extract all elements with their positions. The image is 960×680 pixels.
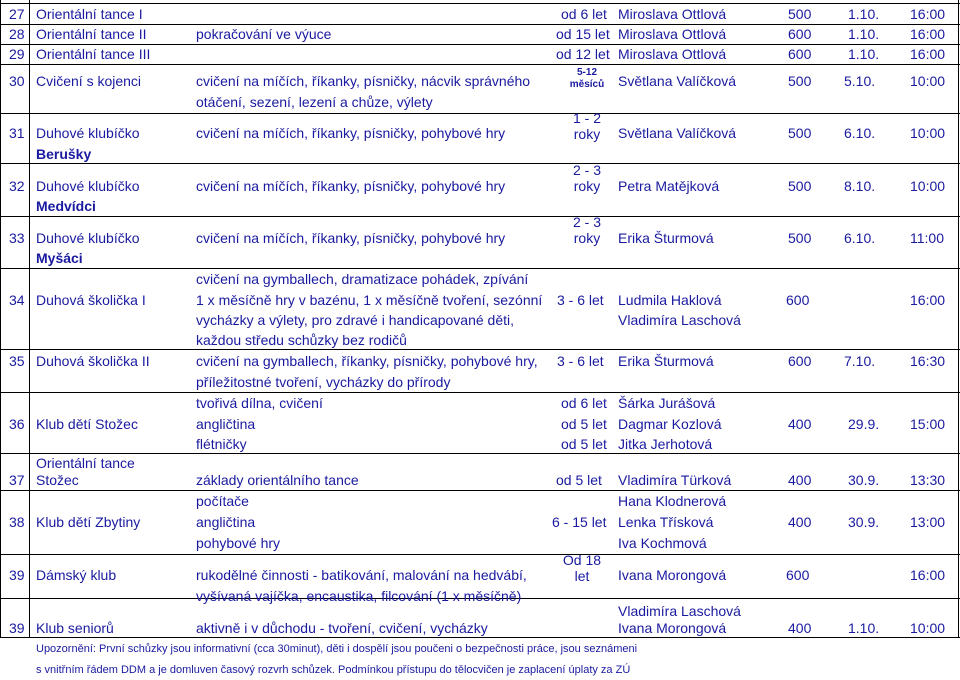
column-divider — [0, 0, 1, 638]
leader-name: Vladimíra Laschová — [618, 312, 741, 328]
start-date: 8.10. — [844, 178, 876, 194]
row-divider — [0, 453, 960, 454]
price: 400 — [788, 472, 812, 488]
start-time: 13:30 — [910, 472, 946, 488]
row-divider — [0, 490, 960, 491]
age-group: 5-12 — [576, 67, 597, 78]
activity-description: pokračování ve výuce — [196, 26, 332, 42]
start-time: 11:00 — [910, 230, 944, 246]
leader-name: Petra Matějková — [618, 178, 720, 194]
age-group: od 5 let — [561, 436, 607, 452]
row-number: 32 — [9, 178, 25, 194]
row-divider — [0, 216, 960, 217]
activity-description: vycházky a výlety, pro zdravé i handicapované děti, — [196, 312, 515, 328]
age-group: 3 - 6 let — [557, 292, 604, 308]
start-date: 30.9. — [848, 514, 880, 530]
row-number: 39 — [9, 567, 25, 583]
start-time: 10:00 — [910, 73, 946, 89]
start-time: 10:00 — [910, 620, 946, 636]
price: 400 — [788, 620, 812, 636]
price: 500 — [788, 73, 812, 89]
activity-description: základy orientálního tance — [196, 472, 359, 488]
leader-name: Světlana Valíčková — [618, 73, 737, 89]
start-date: 1.10. — [848, 46, 880, 62]
age-group: od 12 let — [556, 46, 610, 62]
start-time: 16:00 — [910, 46, 946, 62]
group-name: Berušky — [36, 146, 92, 162]
leader-name: Erika Šturmová — [618, 353, 714, 369]
age-group: 3 - 6 let — [557, 353, 604, 369]
leader-name: Iva Kochmová — [618, 535, 707, 551]
activity-name: Cvičení s kojenci — [36, 73, 142, 89]
row-number: 39 — [9, 620, 25, 636]
row-divider — [0, 637, 960, 638]
start-date: 1.10. — [848, 6, 880, 22]
activity-description: příležitostné tvoření, vycházky do přírody — [196, 374, 451, 390]
row-divider — [0, 113, 960, 114]
start-time: 15:00 — [910, 416, 946, 432]
age-group: měsíců — [569, 79, 605, 90]
price: 500 — [788, 178, 812, 194]
leader-name: Šárka Jurášová — [618, 395, 716, 411]
notice-line: Upozornění: První schůzky jsou informativní (cca 30minut), děti i dospělí jsou poučeni o bezpečnosti práce, jsou seznámeni — [36, 643, 638, 655]
activity-name: Duhová školička II — [36, 353, 150, 369]
row-number: 31 — [9, 125, 25, 141]
activity-name: Duhová školička I — [36, 292, 146, 308]
start-date: 6.10. — [844, 230, 876, 246]
activity-description: cvičení na míčích, říkanky, písničky, pohybové hry — [196, 125, 506, 141]
leader-name: Lenka Třísková — [618, 514, 714, 530]
activity-description: cvičení na gymballech, dramatizace pohádek, zpívání — [196, 271, 529, 287]
activity-name: Duhové klubíčko — [36, 125, 140, 141]
activity-description: počítače — [196, 493, 249, 509]
row-divider — [0, 64, 960, 65]
row-number: 29 — [9, 46, 25, 62]
activity-description: angličtina — [196, 416, 256, 432]
start-date: 30.9. — [848, 472, 880, 488]
price: 600 — [786, 567, 810, 583]
activity-name: Klub dětí Zbytiny — [36, 514, 141, 530]
start-date: 6.10. — [844, 125, 876, 141]
price: 400 — [788, 416, 812, 432]
start-time: 10:00 — [910, 178, 946, 194]
row-divider — [0, 44, 960, 45]
leader-name: Jitka Jerhotová — [618, 436, 713, 452]
start-time: 16:00 — [910, 567, 946, 583]
start-time: 16:30 — [910, 353, 946, 369]
leader-name: Ivana Morongová — [618, 620, 727, 636]
price: 400 — [788, 514, 812, 530]
activity-name: Dámský klub — [36, 567, 117, 583]
activity-description: tvořivá dílna, cvičení — [196, 395, 323, 411]
activity-description: vyšívaná vajíčka, encaustika, filcování (1 x měsíčně) — [196, 588, 522, 604]
row-number: 33 — [9, 230, 25, 246]
age-group: roky — [573, 230, 601, 246]
row-number: 37 — [9, 472, 25, 488]
age-group: od 5 let — [556, 472, 602, 488]
row-divider — [0, 3, 960, 4]
start-time: 10:00 — [910, 125, 946, 141]
activity-description: aktivně i v důchodu - tvoření, cvičení, vycházky — [196, 620, 488, 636]
activity-description: rukodělné činnosti - batikování, malování na hedvábí, — [196, 567, 527, 583]
start-time: 16:00 — [910, 6, 946, 22]
price: 600 — [788, 353, 812, 369]
start-date: 7.10. — [844, 353, 876, 369]
activity-name: Duhové klubíčko — [36, 178, 140, 194]
age-group: roky — [573, 126, 601, 142]
activity-name: Klub dětí Stožec — [36, 416, 138, 432]
age-group: 1 - 2 — [572, 110, 601, 126]
start-date: 29.9. — [848, 416, 880, 432]
age-group: od 6 let — [561, 6, 607, 22]
age-group: 2 - 3 — [572, 162, 601, 178]
price: 500 — [788, 6, 812, 22]
age-group: od 15 let — [556, 26, 610, 42]
age-group: 6 - 15 let — [552, 514, 607, 530]
activity-description: pohybové hry — [196, 535, 281, 551]
activity-description: flétničky — [196, 436, 247, 452]
row-divider — [0, 24, 960, 25]
age-group: let — [574, 568, 590, 584]
age-group: roky — [573, 178, 601, 194]
price: 600 — [786, 292, 810, 308]
column-divider — [29, 0, 30, 638]
price: 500 — [788, 125, 812, 141]
row-divider — [0, 392, 960, 393]
activity-description: cvičení na míčích, říkanky, písničky, pohybové hry — [196, 230, 506, 246]
row-divider — [0, 163, 960, 164]
price: 600 — [788, 46, 812, 62]
row-number: 30 — [9, 73, 25, 89]
row-divider — [0, 349, 960, 350]
activity-name: Stožec — [36, 472, 79, 488]
leader-name: Dagmar Kozlová — [618, 416, 722, 432]
activity-description: cvičení na gymballech, říkanky, písničky, pohybové hry, — [196, 353, 538, 369]
leader-name: Světlana Valíčková — [618, 125, 737, 141]
age-group: od 5 let — [561, 416, 607, 432]
start-time: 13:00 — [910, 514, 946, 530]
group-name: Myšáci — [36, 250, 83, 266]
leader-name: Miroslava Ottlová — [618, 6, 727, 22]
activity-name: Orientální tance — [36, 455, 135, 471]
activity-name: Orientální tance II — [36, 26, 147, 42]
column-divider — [958, 0, 959, 638]
start-date: 5.10. — [844, 73, 876, 89]
leader-name: Vladimíra Türková — [618, 472, 732, 488]
leader-name: Miroslava Ottlová — [618, 46, 727, 62]
row-divider — [0, 268, 960, 269]
row-number: 27 — [9, 6, 25, 22]
activity-description: cvičení na míčích, říkanky, písničky, pohybové hry — [196, 178, 506, 194]
notice-line: s vnitřním řádem DDM a je domluven časový rozvrh schůzek. Podmínkou přístupu do tělocvičen je zaplacení úplaty za ZÚ — [36, 664, 631, 676]
start-date: 1.10. — [848, 26, 880, 42]
activity-description: otáčení, sezení, lezení a chůze, výlety — [196, 94, 433, 110]
activity-description: každou středu schůzky bez rodičů — [196, 332, 407, 348]
leader-name: Ivana Morongová — [618, 567, 727, 583]
row-number: 34 — [9, 292, 25, 308]
activity-description: angličtina — [196, 514, 256, 530]
activity-description: cvičení na míčích, říkanky, písničky, nácvik správného — [196, 73, 531, 89]
row-number: 28 — [9, 26, 25, 42]
leader-name: Miroslava Ottlová — [618, 26, 727, 42]
row-number: 35 — [9, 353, 25, 369]
price: 500 — [788, 230, 812, 246]
group-name: Medvídci — [36, 198, 96, 214]
activity-name: Orientální tance III — [36, 46, 151, 62]
activity-name: Orientální tance I — [36, 6, 143, 22]
age-group: 2 - 3 — [572, 214, 601, 230]
start-date: 1.10. — [848, 620, 880, 636]
leader-name: Ludmila Haklová — [618, 292, 722, 308]
activity-description: 1 x měsíčně hry v bazénu, 1 x měsíčně tvoření, sezónní — [196, 292, 543, 308]
leader-name: Erika Šturmová — [618, 230, 714, 246]
row-divider — [0, 554, 960, 555]
start-time: 16:00 — [910, 292, 946, 308]
row-number: 36 — [9, 416, 25, 432]
activity-name: Klub seniorů — [36, 620, 114, 636]
age-group: od 6 let — [561, 395, 607, 411]
age-group: Od 18 — [562, 552, 602, 568]
leader-name: Vladimíra Laschová — [618, 603, 741, 619]
price: 600 — [788, 26, 812, 42]
leader-name: Hana Klodnerová — [618, 493, 727, 509]
start-time: 16:00 — [910, 26, 946, 42]
activity-name: Duhové klubíčko — [36, 230, 140, 246]
row-number: 38 — [9, 514, 25, 530]
